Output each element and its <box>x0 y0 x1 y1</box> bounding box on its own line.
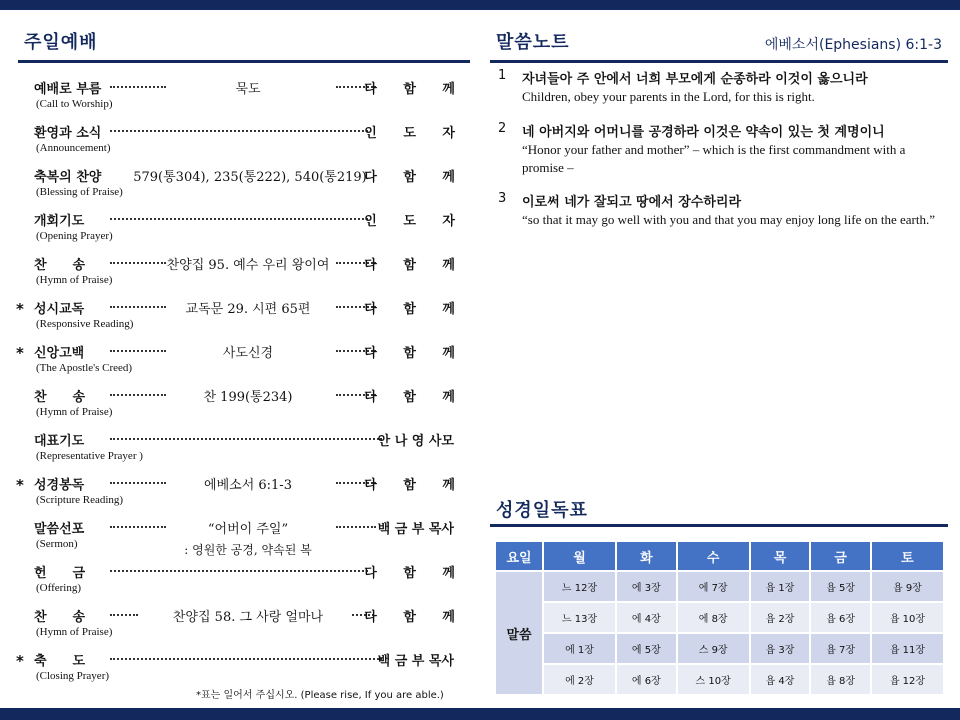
leader-dots <box>110 438 382 440</box>
table-cell: 욥 3장 <box>750 633 811 664</box>
sermon-note-title: 말씀노트 <box>496 32 570 53</box>
order-english: (Responsive Reading) <box>36 318 134 330</box>
order-english: (Offering) <box>36 582 81 594</box>
table-cell: 스 10장 <box>677 664 750 695</box>
order-english: (Blessing of Praise) <box>36 186 123 198</box>
table-cell: 욥 1장 <box>750 571 811 602</box>
order-leader: 다 함 께 <box>364 258 466 273</box>
verse-english: “so that it may go well with you and that you may enjoy long life on the earth.” <box>522 212 936 227</box>
order-content: 찬 199(통234) <box>203 390 293 405</box>
order-leader: 다 함 께 <box>364 302 466 317</box>
table-cell: 욥 8장 <box>810 664 871 695</box>
verse-number: 2 <box>498 121 507 136</box>
order-english: (Closing Prayer) <box>36 670 110 682</box>
order-english: (Hymn of Praise) <box>36 406 113 418</box>
header-cell: 요일 <box>495 541 543 571</box>
rise-marker: * <box>16 652 24 670</box>
order-content: 579(통304), 235(통222), 540(통219) <box>133 170 367 185</box>
order-leader: 다 함 께 <box>364 170 466 185</box>
order-english: (Announcement) <box>36 142 111 154</box>
table-cell: 에 8장 <box>677 602 750 633</box>
order-item <box>18 122 468 166</box>
table-cell: 에 3장 <box>616 571 677 602</box>
order-content: 에베소서 6:1-3 <box>204 478 292 493</box>
worship-header <box>18 28 470 63</box>
order-english: (Sermon) <box>36 538 78 550</box>
order-english: (Hymn of Praise) <box>36 274 113 286</box>
order-english: (Call to Worship) <box>36 98 113 110</box>
table-cell: 욥 10장 <box>871 602 944 633</box>
table-cell: 욥 7장 <box>810 633 871 664</box>
table-cell: 욥 11장 <box>871 633 944 664</box>
table-cell: 느 13장 <box>543 602 616 633</box>
leader-dots <box>110 218 368 220</box>
order-name: 성경봉독 <box>34 478 85 493</box>
order-leader: 다 함 께 <box>364 390 466 405</box>
reading-table <box>494 540 945 696</box>
order-item <box>18 78 468 122</box>
order-english: (Opening Prayer) <box>36 230 113 242</box>
order-leader: 백 금 부 목사 <box>377 522 454 537</box>
rise-marker: * <box>16 344 24 362</box>
leader-dots <box>336 526 376 528</box>
table-cell: 에 6장 <box>616 664 677 695</box>
table-row <box>495 571 944 602</box>
order-name: 예배로 부름 <box>34 82 102 97</box>
order-leader: 백 금 부 목사 <box>377 654 454 669</box>
order-name: 축 도 <box>34 654 86 669</box>
leader-dots <box>110 658 382 660</box>
order-name: 찬 송 <box>34 610 86 625</box>
order-name: 찬 송 <box>34 390 86 405</box>
verse-number: 1 <box>498 68 507 83</box>
order-item <box>18 210 468 254</box>
order-item <box>18 298 468 342</box>
reading-title: 성경일독표 <box>496 500 588 521</box>
order-name: 찬 송 <box>34 258 86 273</box>
order-item <box>18 342 468 386</box>
header-cell: 월 <box>543 541 616 571</box>
order-content: 찬양집 95. 예수 우리 왕이여 <box>166 258 330 273</box>
table-cell: 에 7장 <box>677 571 750 602</box>
table-cell: 욥 5장 <box>810 571 871 602</box>
row-label: 말씀 <box>495 571 543 695</box>
order-name: 대표기도 <box>34 434 85 449</box>
order-leader: 다 함 께 <box>364 610 466 625</box>
table-row <box>495 664 944 695</box>
order-name: 성시교독 <box>34 302 85 317</box>
order-item <box>18 430 468 474</box>
order-english: (Hymn of Praise) <box>36 626 113 638</box>
header-cell: 화 <box>616 541 677 571</box>
order-english: (Representative Prayer ) <box>36 450 143 462</box>
rise-marker: * <box>16 476 24 494</box>
top-bar <box>0 0 960 10</box>
order-content: 찬양집 58. 그 사랑 얼마나 <box>172 610 324 625</box>
verse-number: 3 <box>498 191 507 206</box>
order-leader: 인 도 자 <box>364 214 466 229</box>
verse-korean: 자녀들아 주 안에서 너희 부모에게 순종하라 이것이 옳으니라 <box>522 72 868 87</box>
order-leader: 인 도 자 <box>364 126 466 141</box>
order-name: 환영과 소식 <box>34 126 102 141</box>
order-item <box>18 254 468 298</box>
table-cell: 에 4장 <box>616 602 677 633</box>
order-content: 묵도 <box>235 82 261 97</box>
rise-marker: * <box>16 300 24 318</box>
table-row <box>495 633 944 664</box>
order-item <box>18 474 468 518</box>
worship-title-rule <box>18 60 470 63</box>
worship-title: 주일예배 <box>24 32 98 53</box>
order-name: 말씀선포 <box>34 522 85 537</box>
table-cell: 에 1장 <box>543 633 616 664</box>
order-item <box>18 518 468 562</box>
reading-rule <box>490 524 948 527</box>
table-cell: 스 9장 <box>677 633 750 664</box>
order-english: (The Apostle's Creed) <box>36 362 133 374</box>
verse-korean: 네 아버지와 어머니를 공경하라 이것은 약속이 있는 첫 계명이니 <box>522 125 885 140</box>
leader-dots <box>110 570 368 572</box>
order-leader: 다 함 께 <box>364 82 466 97</box>
table-cell: 욥 6장 <box>810 602 871 633</box>
table-cell: 욥 9장 <box>871 571 944 602</box>
order-leader: 안 나 영 사모 <box>377 434 454 449</box>
table-row <box>495 602 944 633</box>
order-content: “어버이 주일” <box>207 522 289 537</box>
table-cell: 욥 2장 <box>750 602 811 633</box>
table-cell: 에 5장 <box>616 633 677 664</box>
sermon-note-rule <box>490 60 948 63</box>
order-name: 신앙고백 <box>34 346 85 361</box>
header-cell: 금 <box>810 541 871 571</box>
order-leader: 다 함 께 <box>364 478 466 493</box>
order-item <box>18 562 468 606</box>
order-content: 교독문 29. 시편 65편 <box>185 302 311 317</box>
table-cell: 욥 4장 <box>750 664 811 695</box>
order-leader: 다 함 께 <box>364 346 466 361</box>
table-header-row <box>495 541 944 571</box>
rise-note: *표는 일어서 주십시오. (Please rise, If you are able.) <box>196 690 444 701</box>
table-cell: 욥 12장 <box>871 664 944 695</box>
header-cell: 토 <box>871 541 944 571</box>
order-name: 축복의 찬양 <box>34 170 102 185</box>
verse-english: Children, obey your parents in the Lord, for this is right. <box>522 89 815 104</box>
order-english: (Scripture Reading) <box>36 494 124 506</box>
order-item <box>18 166 468 210</box>
leader-dots <box>110 130 368 132</box>
header-cell: 목 <box>750 541 811 571</box>
table-cell: 에 2장 <box>543 664 616 695</box>
verse-korean: 이로써 네가 잘되고 땅에서 장수하리라 <box>522 195 742 210</box>
order-name: 개회기도 <box>34 214 85 229</box>
table-cell: 느 12장 <box>543 571 616 602</box>
order-leader: 다 함 께 <box>364 566 466 581</box>
order-content: 사도신경 <box>222 346 274 361</box>
order-item <box>18 386 468 430</box>
verse-english: “Honor your father and mother” – which is the first commandment with a promise – <box>522 142 906 175</box>
order-name: 헌 금 <box>34 566 86 581</box>
scripture-reference: 에베소서(Ephesians) 6:1-3 <box>764 37 942 53</box>
order-item <box>18 606 468 650</box>
header-cell: 수 <box>677 541 750 571</box>
bottom-bar <box>0 708 960 720</box>
sermon-subtitle: : 영원한 공경, 약속된 복 <box>184 543 312 557</box>
